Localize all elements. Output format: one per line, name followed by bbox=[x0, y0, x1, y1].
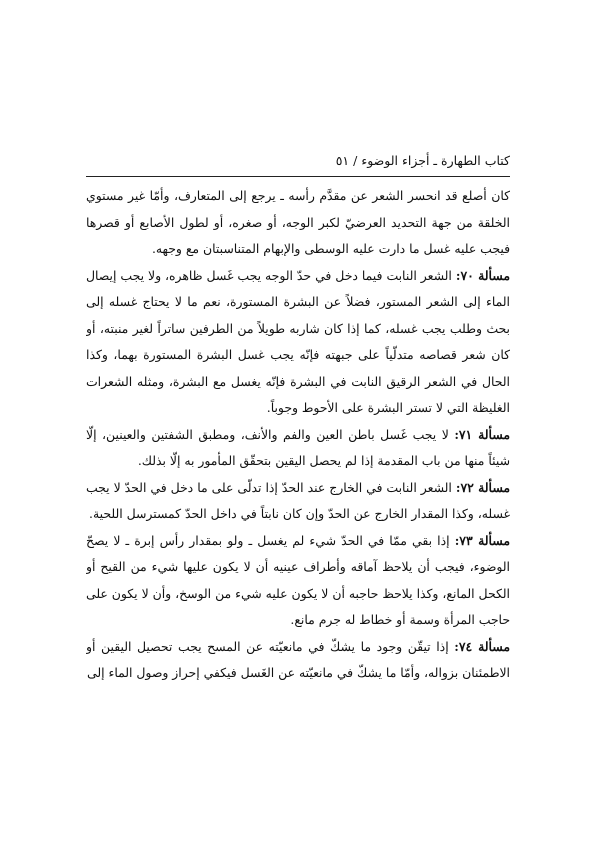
issue-73 bbox=[86, 528, 510, 634]
issue-label: مسألة ٧١: bbox=[454, 426, 510, 442]
header-divider bbox=[86, 176, 510, 177]
issue-label: مسألة ٧٣: bbox=[454, 532, 510, 548]
paragraph-continuation bbox=[86, 183, 510, 263]
paragraph-text: لا يجب غَسل باطن العين والفم والأنف، ومطبق الشفتين والعينين، إلّا شيئاً منها من باب المقدمة إذا لم يحصل اليقين بتحقّق المأمور به إلّا بذلك. bbox=[86, 426, 510, 468]
body-text bbox=[86, 183, 510, 823]
running-header: كتاب الطهارة ـ أجزاء الوضوء / ٥١ bbox=[335, 153, 510, 168]
paragraph-text: الشعر النابت في الخارج عند الحدّ إذا تدلّى على ما دخل في الحدّ لا يجب غسله، وكذا المقدار الخارج عن الحدّ وإن كان نابتاً في داخل الحدّ كمسترسل اللحية. bbox=[86, 479, 510, 521]
paragraph-text: كان أصلع قد انحسر الشعر عن مقدَّم رأسه ـ يرجع إلى المتعارف، وأمّا غير مستوي الخلقة من جهة التحديد العرضيّ لكبر الوجه، أو صغره، أو لطول الأصابع أو قصرها فيجب عليه غسل ما دارت عليه الوسطى والإبهام المتناسبتان مع وجهه. bbox=[86, 188, 510, 256]
paragraph-text: إذا تيقّن وجود ما يشكّ في مانعيّته عن المسح يجب تحصيل اليقين أو الاطمئنان بزواله، وأمّا ما يشكّ في مانعيّته عن الغَسل فيكفي إحراز وصول الماء إلى bbox=[86, 638, 510, 680]
issue-71 bbox=[86, 422, 510, 475]
issue-74 bbox=[86, 634, 510, 687]
issue-label: مسألة ٧٠: bbox=[455, 267, 510, 283]
paragraph-text: إذا بقي ممّا في الحدّ شيء لم يغسل ـ ولو بمقدار رأس إبرة ـ لا يصحّ الوضوء، فيجب أن يلاحظ آماقه وأطراف عينيه أن لا يكون عليها شيء من القيح أو الكحل المانع، وكذا يلاحظ حاجبه أن لا يكون عليه شيء من الوسخ، وأن لا يكون على حاجب المرأة وسمة أو خطاط له جرم مانع. bbox=[86, 532, 510, 627]
issue-70 bbox=[86, 263, 510, 422]
paragraph-text: الشعر النابت فيما دخل في حدّ الوجه يجب غَسل ظاهره، ولا يجب إيصال الماء إلى الشعر المستور، فضلاً عن البشرة المستورة، نعم ما لا يحتاج غسله إلى بحث وطلب يجب غسله، كما إذا كان شاربه طويلاً من الطرفين ساتراً لغير منبته، أو كان شعر قصاصه متدلّياً على جبهته فإنّه يجب غسل البشرة المستورة بهما، وكذا الحال في الشعر الرقيق النابت في البشرة فإنّه يغسل مع البشرة، ومثله الشعرات الغليظة التي لا تستر البشرة على الأحوط وجوباً. bbox=[86, 267, 510, 415]
issue-label: مسألة ٧٤: bbox=[454, 638, 510, 654]
issue-label: مسألة ٧٢: bbox=[455, 479, 510, 495]
issue-72 bbox=[86, 475, 510, 528]
